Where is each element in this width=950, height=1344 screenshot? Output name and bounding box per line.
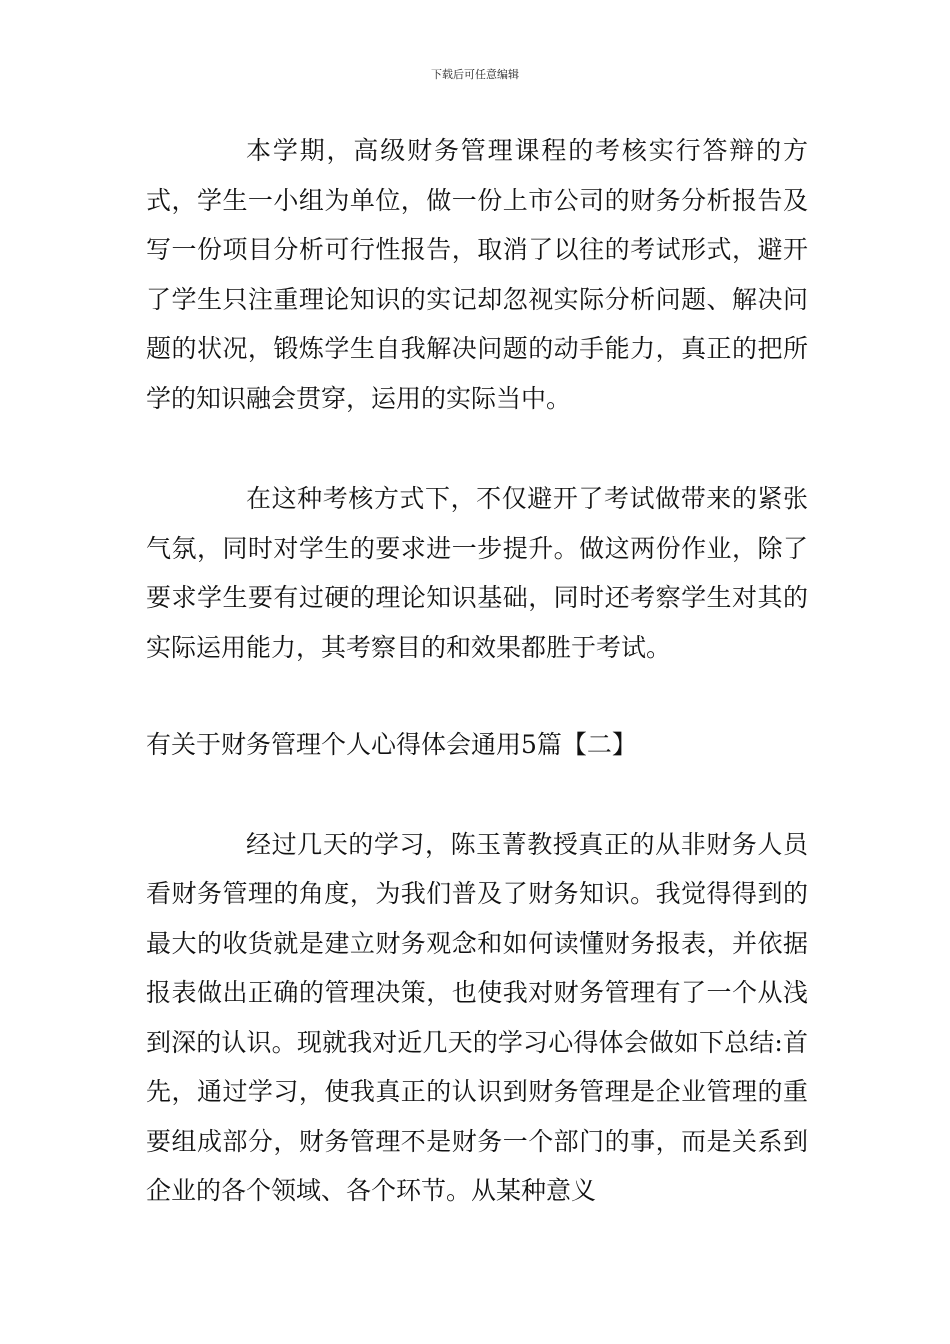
paragraph-assessment-benefits: 在这种考核方式下，不仅避开了考试做带来的紧张气氛，同时对学生的要求进一步提升。做这两份作业，除了要求学生要有过硬的理论知识基础，同时还考察学生对其的实际运用能力，其考察目的和效果都胜于考试。 (146, 484, 808, 662)
section-heading: 有关于财务管理个人心得体会通用5篇【二】 (146, 730, 637, 759)
paragraph-exam-format: 本学期，高级财务管理课程的考核实行答辩的方式，学生一小组为单位，做一份上市公司的财务分析报告及写一份项目分析可行性报告，取消了以往的考试形式，避开了学生只注重理论知识的实记却忽视实际分析问题、解决问题的状况，锻炼学生自我解决问题的动手能力，真正的把所学的知识融会贯穿，运用的实际当中。 (146, 136, 808, 413)
paragraph-learning-summary: 经过几天的学习，陈玉菁教授真正的从非财务人员看财务管理的角度，为我们普及了财务知识。我觉得得到的最大的收货就是建立财务观念和如何读懂财务报表，并依据报表做出正确的管理决策，也使我对财务管理有了一个从浅到深的认识。现就我对近几天的学习心得体会做如下总结:首先，通过学习，使我真正的认识到财务管理是企业管理的重要组成部分，财务管理不是财务一个部门的事，而是关系到企业的各个领域、各个环节。从某种意义 (146, 829, 808, 1205)
document-body (146, 126, 808, 1216)
page-header-note: 下载后可任意编辑 (431, 68, 519, 81)
